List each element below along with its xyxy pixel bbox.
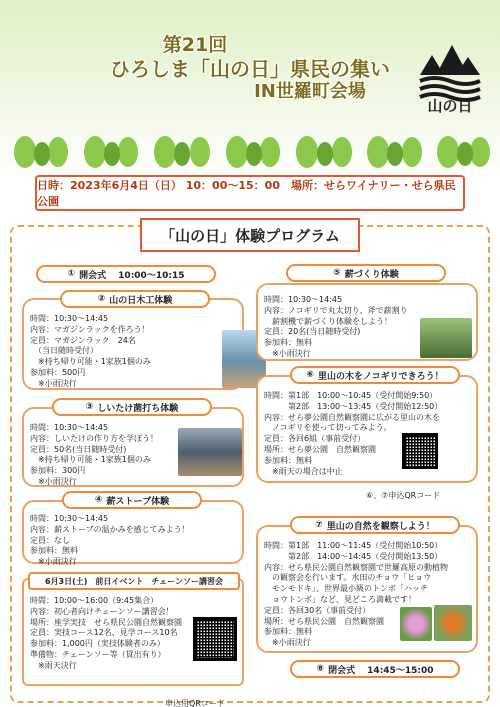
item-number: ② (97, 294, 106, 304)
detail-line: 内容：せら夢公園自然観察園に広がる里山の木を (264, 412, 440, 422)
item-title: 薪ストーブ体験 (106, 496, 170, 507)
opening-ceremony-pill (36, 265, 216, 283)
detail-line: 定員：20名(当日随時受付) (264, 327, 361, 337)
title-line-3: IN世羅町会場 (254, 80, 366, 102)
chainsaw-pill (28, 572, 240, 590)
detail-line: 時間：10:30～14:45 (30, 423, 109, 432)
butterfly-photo (434, 605, 472, 641)
chainsaw-qr-code[interactable] (193, 617, 237, 661)
item-time: 14:45～15:00 (367, 665, 434, 676)
item-number: ④ (94, 495, 103, 505)
satoyama-saw-pill (290, 366, 460, 384)
detail-line: 内容：しいたけの作り方を学ぼう！ (30, 433, 158, 443)
wood-stove-box (22, 500, 244, 567)
title-line-2: ひろしま「山の日」県民の集い (110, 56, 390, 81)
item-title: 山の日木工体験 (109, 295, 173, 306)
detail-line: 場所：せら夢公園 自然観察園 (264, 444, 376, 454)
detail-line: ※持ち帰り可能・1家族1個のみ (30, 455, 151, 465)
detail-line: 時間：10:30～14:45 (30, 514, 109, 523)
item-title: 薪づくり体験 (344, 269, 399, 280)
detail-line: 参加料：無料 (264, 455, 312, 465)
item-title: 里山の自然を観察しよう！ (326, 521, 435, 532)
detail-line: 参加料：1,000円（実技体験者のみ） (30, 639, 165, 649)
detail-line: ※小雨決行 (30, 476, 77, 486)
detail-line: ※雨天決行 (30, 660, 77, 670)
detail-line: 参加料：無料 (264, 627, 312, 637)
wood-stove-pill (62, 491, 202, 509)
item-number: ⑧ (316, 664, 325, 674)
woodwork-box (22, 298, 244, 390)
detail-line: 第2部 13:00～13:45（受付開始12:50） (264, 401, 443, 411)
detail-line: 参加料：500円 (30, 367, 86, 377)
flower-photo (400, 607, 432, 641)
detail-line: 準備物：チェーンソー等（貸出有り） (30, 649, 166, 659)
detail-line: 内容：ノコギリで丸太切り、斧で薪割り (264, 305, 408, 315)
detail-line: 参加料：無料 (30, 546, 78, 556)
detail-line: ※持ち帰り可能・1家族1個のみ (30, 357, 151, 367)
item-time: 10:00～10:15 (118, 270, 185, 281)
shiitake-pill (52, 398, 212, 416)
detail-line: （当日随時受付） (30, 346, 98, 356)
detail-line: 場所：座学実技 せら県民公園自然観察園 (30, 617, 182, 627)
item-number: ⑥ (306, 370, 315, 380)
title-line-1: 第21回 (162, 34, 228, 56)
detail-line: 時間：第1部 11:00～11:45（受付開始10:50） (264, 541, 443, 550)
detail-line: 定員：実技コース12名、見学コース10名 (30, 628, 178, 638)
detail-line: ※小雨決行 (264, 348, 311, 358)
firewood-photo (420, 318, 472, 358)
detail-line: 参加料：無料 (264, 338, 312, 348)
closing-ceremony-pill (290, 660, 460, 678)
detail-line: 定員：マガジンラック 24名 (30, 335, 136, 345)
detail-line: 内容：マガジンラックを作ろう！ (30, 324, 150, 334)
item-number: ⑤ (333, 268, 341, 278)
item-title: しいたけ菌打ち体験 (97, 403, 179, 414)
detail-line: ※小雨決行 (264, 638, 311, 648)
item-number: ⑦ (315, 520, 323, 530)
item-title: 開会式 (79, 270, 107, 281)
detail-line: 内容：せら県民公園自然観察園で世羅高原の動植物 (264, 562, 448, 572)
detail-line: 定員：各回6組（事前受付） (264, 434, 366, 444)
detail-line: 時間：10:00～16:00（9:45集合） (30, 596, 159, 605)
item-number: ① (67, 269, 76, 279)
firewood-pill (286, 264, 446, 282)
detail-line: ※雨天の場合は中止 (264, 466, 343, 476)
detail-line: ョウトンボ」など、見どころ満載です！ (264, 594, 416, 604)
detail-line: ※小雨決行 (30, 557, 77, 567)
detail-line: 定員：各回30名（事前受付） (264, 605, 371, 615)
date-location-bar: 日時：2023年6月4日（日） 10：00～15：00 場所：せらワイナリー・せら県民公園 (35, 175, 465, 211)
detail-line: 定員：50名(当日随時受付) (30, 444, 127, 454)
detail-line: 薪割機で薪づくり体験をしよう！ (264, 316, 392, 326)
detail-line: 時間：10:30～14:45 (264, 295, 343, 304)
item-number: ③ (85, 402, 94, 412)
item-title: 6月3日(土) 前日イベント チェーンソー講習会 (44, 576, 224, 586)
tree-row-icon (0, 130, 500, 170)
detail-line: 時間：第1部 10:00～10:45（受付開始9:50） (264, 391, 438, 400)
detail-line: 内容：初心者向けチェーンソー講習会！ (30, 606, 174, 616)
item-title: 里山の木をノコギリできろう！ (318, 371, 444, 382)
event-title (70, 34, 430, 102)
detail-line: の観察会を行います。水田のチョウ「ヒョウ (264, 573, 432, 583)
qr-note: ⑥、⑦申込QRコード (366, 491, 441, 500)
shiitake-photo (178, 428, 242, 476)
detail-line: 第2部 14:00～14:45（受付開始13:50） (264, 551, 443, 561)
woodwork-pill (60, 290, 210, 308)
satoyama-saw-box (256, 375, 478, 483)
program-title: 「山の日」体験プログラム (140, 218, 360, 252)
item-title: 閉会式 (328, 665, 356, 676)
detail-line: 定員：なし (30, 535, 70, 545)
detail-line: モンモドキ」、世界最小級のトンボ「ハッチ (264, 584, 428, 594)
detail-line: ※小雨決行 (30, 378, 77, 388)
qr-label: 申込用QRコード (165, 699, 225, 707)
detail-line: ノコギリを使って切ってみよう。 (264, 423, 392, 433)
satoyama-qr-code[interactable] (402, 433, 438, 469)
detail-line: 内容：薪ストーブの温かみを感じてみよう！ (30, 524, 190, 534)
logo-text: 山の日 (427, 97, 473, 115)
detail-line: 場所：せら県民公園 自然観察園 (264, 616, 384, 626)
nature-observe-pill (290, 516, 460, 534)
detail-line: 時間：10:30～14:45 (30, 314, 109, 323)
detail-line: 参加料：300円 (30, 466, 86, 476)
